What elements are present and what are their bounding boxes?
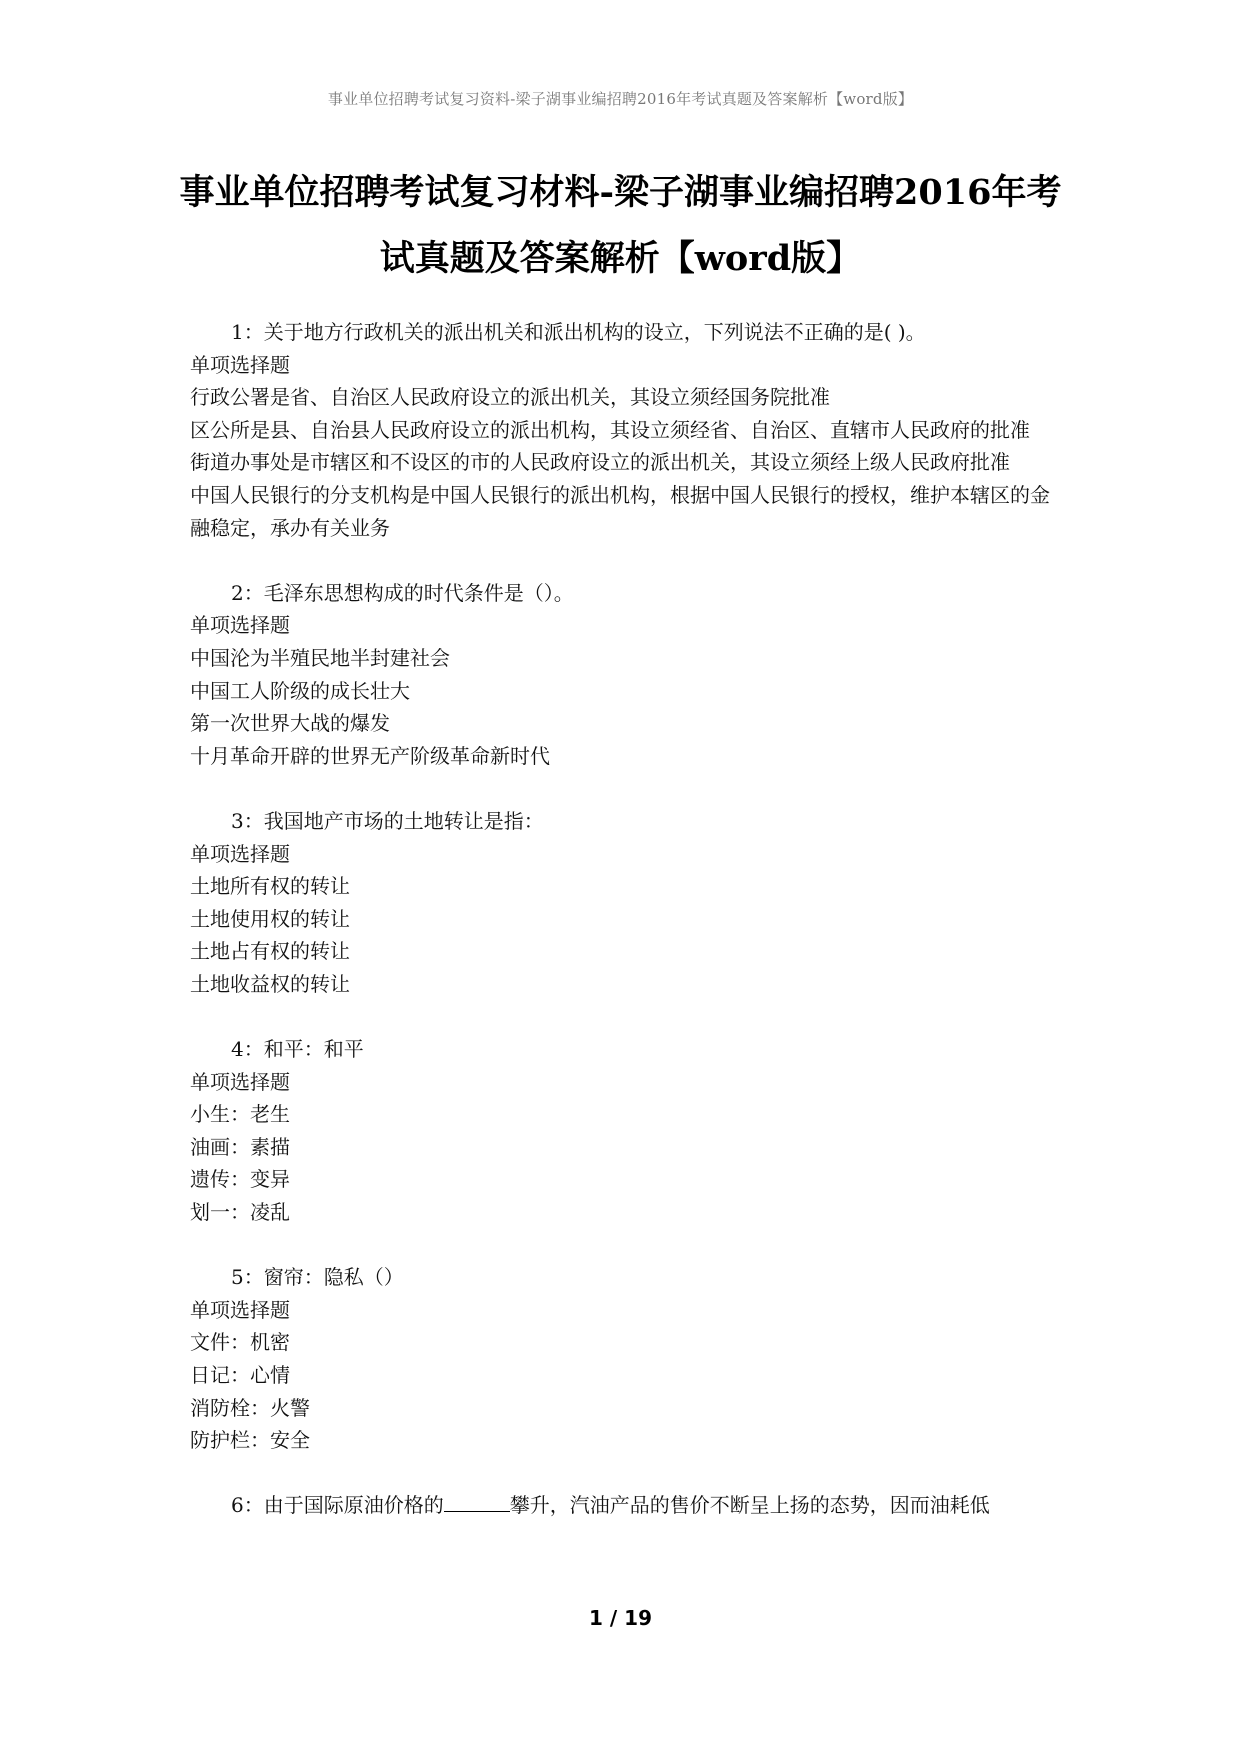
question-stem: 1：关于地方行政机关的派出机关和派出机构的设立，下列说法不正确的是( )。 [231, 320, 926, 344]
question-type: 单项选择题 [190, 1297, 290, 1322]
option: 土地收益权的转让 [190, 971, 350, 996]
option: 防护栏：安全 [190, 1428, 310, 1453]
question-3 [190, 805, 1060, 1001]
question-stem: 4：和平：和平 [231, 1037, 364, 1062]
option: 街道办事处是市辖区和不设区的市的人民政府设立的派出机关，其设立须经上级人民政府批准 [190, 450, 1010, 475]
question-stem: 5：窗帘：隐私（） [231, 1265, 404, 1290]
question-stem: 3：我国地产市场的土地转让是指： [231, 808, 544, 833]
question-1 [190, 316, 1060, 544]
option: 土地所有权的转让 [190, 874, 350, 899]
option: 中国沦为半殖民地半封建社会 [190, 645, 450, 670]
option: 日记：心情 [190, 1363, 290, 1387]
option: 十月革命开辟的世界无产阶级革命新时代 [190, 743, 550, 768]
question-5 [190, 1261, 1060, 1457]
title-line-2: 试真题及答案解析【word版】 [379, 238, 862, 279]
document-title [150, 160, 1091, 292]
option: 中国工人阶级的成长壮大 [190, 678, 410, 703]
stem-after-blank: 攀升，汽油产品的售价不断呈上扬的态势，因而油耗低 [509, 1493, 990, 1518]
option: 消防栓：火警 [190, 1395, 310, 1420]
title-line-1: 事业单位招聘考试复习材料-梁子湖事业编招聘2016年考 [179, 172, 1062, 213]
question-type: 单项选择题 [190, 352, 290, 377]
question-stem: 2：毛泽东思想构成的时代条件是（）。 [231, 580, 574, 605]
question-type: 单项选择题 [190, 841, 290, 866]
option: 第一次世界大战的爆发 [190, 711, 390, 736]
option: 土地使用权的转让 [190, 906, 350, 931]
stem-before-blank: 6：由于国际原油价格的 [231, 1493, 444, 1518]
question-2 [190, 577, 1060, 773]
option: 文件：机密 [190, 1330, 290, 1355]
question-stem [190, 1489, 1060, 1522]
option: 油画：素描 [190, 1134, 290, 1159]
option: 区公所是县、自治县人民政府设立的派出机构，其设立须经省、自治区、直辖市人民政府的批准 [190, 417, 1030, 442]
question-4 [190, 1033, 1060, 1229]
question-type: 单项选择题 [190, 1069, 290, 1094]
option: 中国人民银行的分支机构是中国人民银行的派出机构，根据中国人民银行的授权，维护本辖区的金融稳定，承办有关业务 [190, 482, 1050, 540]
option: 土地占有权的转让 [190, 939, 350, 964]
option: 小生：老生 [190, 1102, 290, 1127]
question-6 [190, 1489, 1060, 1522]
question-list [190, 316, 1060, 1555]
question-type: 单项选择题 [190, 613, 290, 638]
fill-in-blank [444, 1489, 510, 1512]
page-number: 1 / 19 [589, 1606, 652, 1630]
option: 遗传：变异 [190, 1167, 290, 1192]
option: 行政公署是省、自治区人民政府设立的派出机关，其设立须经国务院批准 [190, 385, 830, 410]
running-header: 事业单位招聘考试复习资料-梁子湖事业编招聘2016年考试真题及答案解析【word版】 [327, 90, 914, 108]
option: 划一：凌乱 [190, 1200, 290, 1225]
